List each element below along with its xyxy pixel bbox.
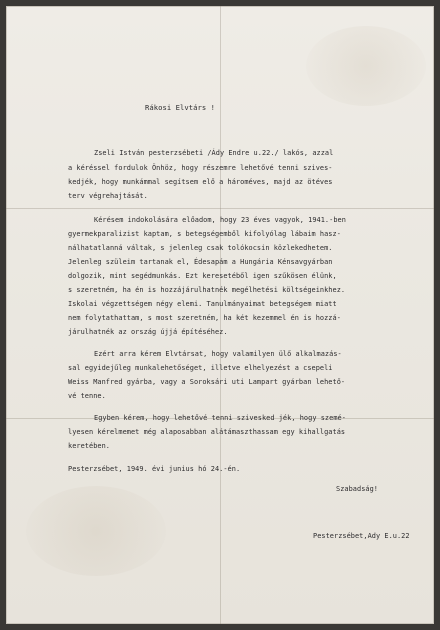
paper-stain (26, 486, 166, 576)
paragraph-2-line: Iskolai végzettségem négy elemi. Tanulmányaimat betegségem miatt (68, 300, 337, 308)
paragraph-2-line: járulhatnék az ország újjá építéséhez. (68, 328, 228, 336)
letter-page (6, 6, 434, 624)
paragraph-2-line: nálhatatlanná váltak, s jelenleg csak tolókocsin közlekedhetem. (68, 244, 333, 252)
signature-address: Pesterzsébet,Ady E.u.22 (313, 532, 410, 540)
paragraph-3-line: vé tenne. (68, 392, 106, 400)
paragraph-1-line: kedjék, hogy munkámmal segítsem elő a hároméves, majd az ötéves (68, 178, 333, 186)
paragraph-4-line: keretében. (68, 442, 110, 450)
paragraph-1-line: terv végrehajtását. (68, 192, 148, 200)
date-line: Pesterzsébet, 1949. évi junius hó 24.-én. (68, 465, 241, 473)
paragraph-2-line: s szeretném, ha én is hozzájárulhatnék megélhetési költségeinkhez. (68, 286, 346, 294)
paragraph-4-line: lyesen kérelmemet még alaposabban alátámaszthassam egy kihallgatás (68, 428, 346, 436)
paper-stain (306, 26, 426, 106)
paragraph-2-line: gyermekparalizist kaptam, s betegségemből kifolyólag lábaim hasz- (68, 230, 341, 238)
closing-salute: Szabadság! (336, 485, 378, 493)
paragraph-3-line: sal egyidejűleg munkalehetőséget, illetve elhelyezést a csepeli (68, 364, 333, 372)
paragraph-2-line: Kérésem indokolására előadom, hogy 23 éves vagyok, 1941.-ben (94, 216, 346, 224)
salutation: Rákosi Elvtárs ! (145, 103, 216, 112)
paragraph-1-line: a kéréssel fordulok Önhöz, hogy részemre lehetővé tenni szives- (68, 164, 333, 172)
paragraph-3-line: Ezért arra kérem Elvtársat, hogy valamilyen ülő alkalmazás- (94, 350, 342, 358)
paragraph-2-line: nem folytathattam, s most szeretném, ha két kezemmel én is hozzá- (68, 314, 341, 322)
paragraph-3-line: Weiss Manfred gyárba, vagy a Soroksári uti Lampart gyárban lehető- (68, 378, 346, 386)
paragraph-2-line: Jelenleg szüleim tartanak el, Édesapám a Hungária Kénsavgyárban (68, 258, 333, 266)
paragraph-4-line: Egyben kérem, hogy lehetővé tenni szivesked jék, hogy szemé- (94, 414, 346, 422)
paragraph-2-line: dolgozik, mint segédmunkás. Ezt keresetéből igen szűkösen élünk, (68, 272, 337, 280)
paragraph-1-line: Zseli István pesterzsébeti /Ády Endre u.22./ lakós, azzal (94, 149, 334, 157)
